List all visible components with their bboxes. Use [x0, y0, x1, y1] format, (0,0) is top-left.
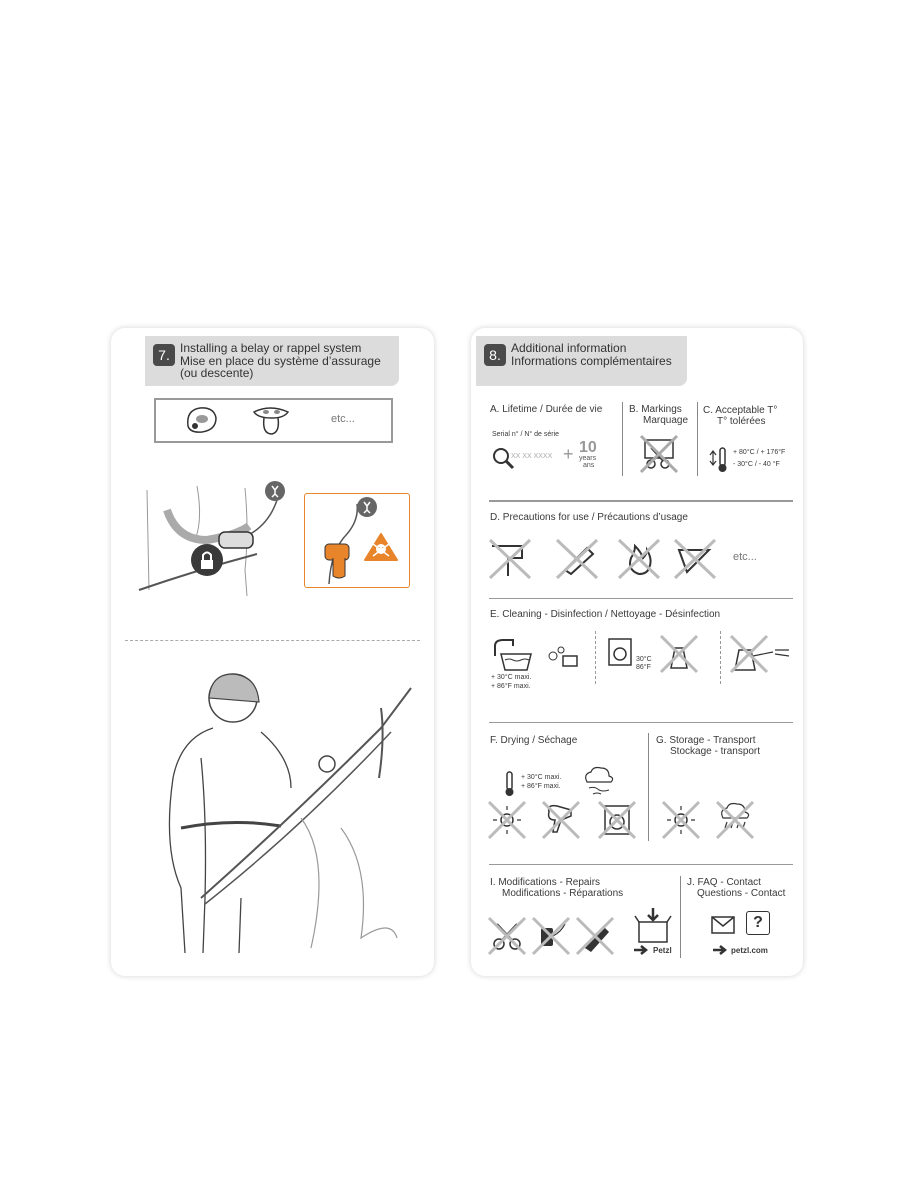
no-rain-icon — [717, 802, 753, 838]
devices-etc-label: etc... — [331, 413, 355, 425]
divider-bc — [697, 402, 698, 476]
rule-3 — [489, 722, 793, 723]
section-7-title-fr: Mise en place du système d’assurage — [180, 353, 381, 368]
no-chemical-icon — [675, 540, 717, 578]
precautions-etc: etc... — [733, 551, 757, 563]
dry-temp-c: + 30°C maxi. — [521, 774, 562, 781]
clean-temp-f: + 86°F maxi. — [491, 683, 531, 690]
temp-title: C. Acceptable T° — [703, 405, 778, 416]
no-sharp-edge-icon — [490, 540, 532, 578]
arrow-right-icon-2 — [713, 945, 729, 955]
faucet-basin-icon — [491, 638, 543, 672]
danger-warning-icon — [363, 532, 399, 562]
dashed-divider-e2 — [720, 631, 721, 684]
cleaning-title: E. Cleaning - Disinfection / Nettoyage - Désinfection — [490, 609, 721, 620]
section-7-header — [145, 336, 399, 386]
no-pressure-washer-icon — [729, 634, 793, 674]
question-mark: ? — [753, 914, 763, 931]
climber-symbol-icon-2 — [357, 497, 377, 517]
divider-ij — [680, 876, 681, 958]
section-8-header — [476, 336, 687, 386]
section-8-title — [511, 342, 672, 367]
drying-title: F. Drying / Séchage — [490, 735, 578, 746]
rule-4 — [489, 864, 793, 865]
petzl-website[interactable]: petzl.com — [731, 946, 768, 955]
climber-symbol-icon — [265, 481, 285, 501]
no-fire-icon — [619, 540, 661, 578]
section-7-title — [180, 342, 381, 380]
section-8-title-en: Additional information — [511, 341, 627, 355]
temp-hot: + 80°C / + 176°F — [733, 449, 786, 456]
no-bleach-icon — [661, 634, 697, 674]
thermometer-icon — [709, 446, 731, 474]
drying-thermometer-icon — [503, 770, 517, 798]
section-7-title-en: Installing a belay or rappel system — [180, 341, 362, 355]
envelope-icon — [711, 916, 735, 934]
belay-device-1-icon — [182, 404, 222, 436]
section-8-number: 8. — [484, 344, 506, 366]
section-7-number: 7. — [153, 344, 175, 366]
petzl-label: Petzl — [653, 946, 672, 955]
no-cutting-icon — [489, 918, 525, 954]
modifications-title-fr: Modifications - Réparations — [502, 888, 624, 899]
incorrect-installation-box — [304, 493, 410, 588]
no-marking-scissors-icon — [641, 436, 677, 472]
belay-device-2-icon — [250, 404, 292, 438]
faq-title: J. FAQ - Contact — [687, 877, 761, 888]
section-7-title-fr-2: (ou descente) — [180, 366, 254, 380]
climber-belaying-illustration — [141, 668, 421, 958]
no-sun-storage-icon — [663, 802, 699, 838]
wash-temp-f: 86°F — [636, 664, 651, 671]
soap-bubbles-icon — [547, 644, 581, 668]
divider-ab — [622, 402, 623, 476]
no-marker-icon — [577, 918, 613, 954]
ans-label: ans — [583, 462, 595, 469]
arrow-right-icon — [634, 945, 650, 955]
no-hairdryer-icon — [543, 802, 579, 838]
faq-title-fr: Questions - Contact — [697, 888, 786, 899]
modifications-title: I. Modifications - Repairs — [490, 877, 601, 888]
rule-1 — [489, 500, 793, 502]
air-dry-icon — [581, 766, 615, 796]
storage-title: G. Storage - Transport — [656, 735, 756, 746]
no-sun-icon — [489, 802, 525, 838]
wash-temp-c: 30°C — [636, 656, 652, 663]
serial-code: XX XX XXXX — [511, 453, 553, 460]
years-label: years — [579, 455, 597, 462]
no-tumble-dryer-icon — [599, 802, 635, 838]
markings-title: B. Markings — [629, 404, 682, 415]
marquage-title: Marquage — [643, 415, 689, 426]
section-8-panel — [471, 328, 803, 976]
no-sewing-icon — [533, 918, 569, 954]
dry-temp-f: + 86°F maxi. — [521, 783, 561, 790]
washing-machine-icon — [608, 638, 632, 666]
precautions-title: D. Precautions for use / Précautions d’usage — [490, 512, 688, 523]
rule-2 — [489, 598, 793, 599]
plus-sign: + — [563, 444, 574, 464]
storage-title-fr: Stockage - transport — [670, 746, 761, 757]
lifetime-title: A. Lifetime / Durée de vie — [490, 404, 603, 415]
dashed-separator — [125, 640, 420, 641]
question-bubble-icon — [746, 911, 770, 935]
temp-cold: - 30°C / - 40 °F — [733, 461, 780, 468]
temp-title-fr: T° tolérées — [717, 416, 766, 427]
section-7-panel — [111, 328, 434, 976]
dashed-divider-e1 — [595, 631, 596, 684]
divider-fg — [648, 733, 649, 841]
years-number: 10 — [579, 439, 597, 456]
clean-temp-c: + 30°C maxi. — [491, 674, 532, 681]
no-cutter-icon — [557, 540, 599, 578]
return-box-icon — [633, 906, 673, 946]
section-8-title-fr: Informations complémentaires — [511, 353, 672, 368]
serial-label: Serial n° / N° de série — [492, 431, 560, 438]
belay-devices-box — [154, 398, 393, 443]
